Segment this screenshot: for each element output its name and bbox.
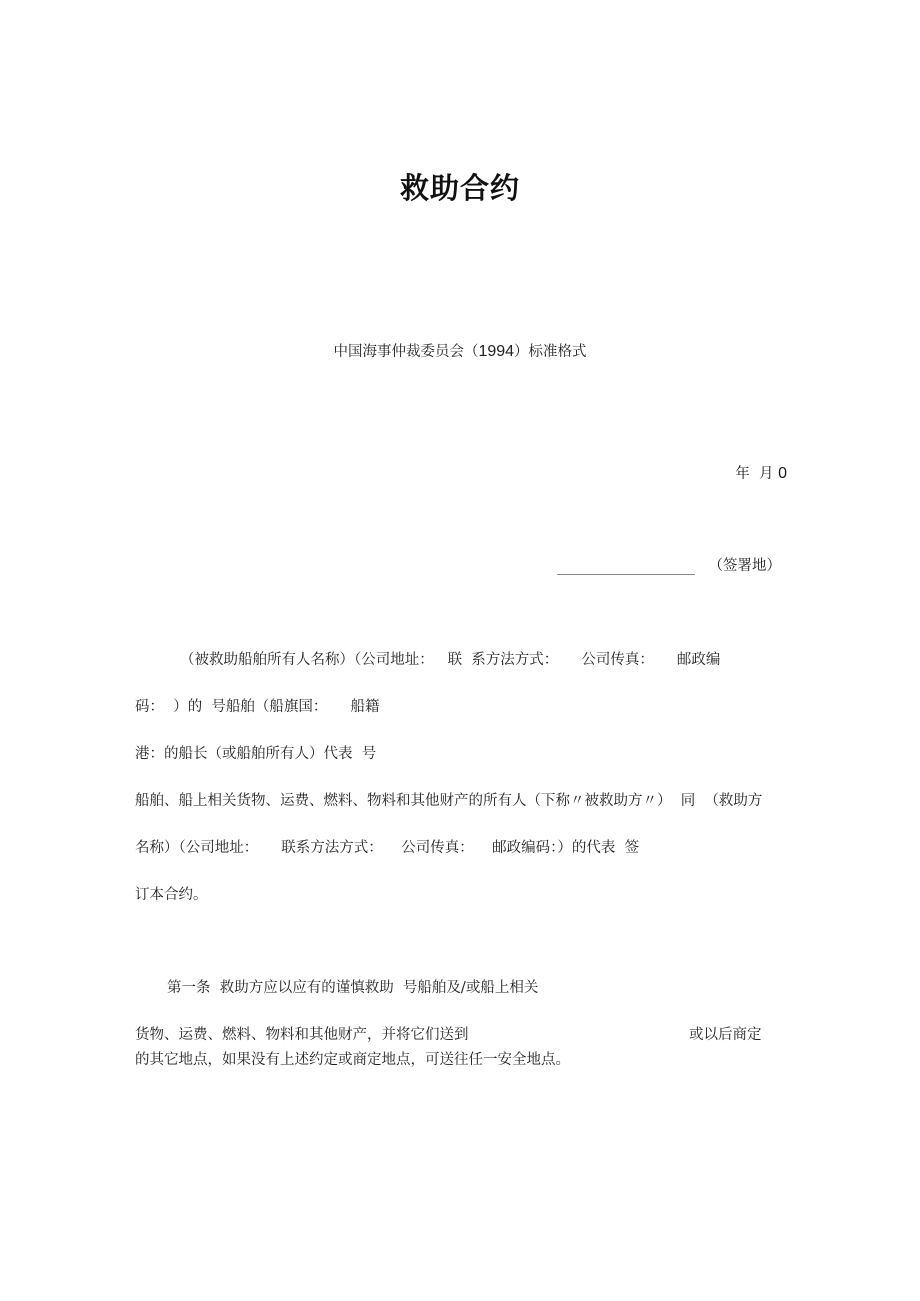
article-1-line: 货物、运费、燃料、物料和其他财产，并将它们送到 (135, 1027, 469, 1043)
paragraph-line: 订本合约。 (135, 887, 208, 903)
signing-place-blank (557, 558, 695, 575)
signing-place-line (557, 554, 782, 575)
document-subtitle (0, 340, 920, 361)
paragraph-line: 船舶、船上相关货物、运费、燃料、物料和其他财产的所有人（下称〃被救助方〃） 同 （救助方 (135, 793, 763, 809)
date-line (735, 462, 787, 483)
subtitle-suffix: ）标准格式 (514, 344, 587, 360)
paragraph-line: 码： ）的 号船舶（船旗国： 船籍 (135, 699, 380, 715)
paragraph-line: （被救助船舶所有人名称）（公司地址： 联 系方法方式： 公司传真： 邮政编 (180, 652, 721, 668)
subtitle-year: 1994 (478, 343, 515, 360)
paragraph-line: 港：的船长（或船舶所有人）代表 号 (135, 746, 377, 762)
article-1-line: 第一条 救助方应以应有的谨慎救助 号船舶及/或船上相关 (167, 980, 539, 996)
article-1-line: 的其它地点，如果没有上述约定或商定地点，可送往任一安全地点。 (135, 1052, 570, 1068)
signing-place-label: （签署地） (708, 558, 781, 574)
subtitle-prefix: 中国海事仲裁委员会（ (333, 344, 479, 360)
date-number: 0 (778, 465, 787, 482)
article-1-line-tail: 或以后商定 (689, 1027, 762, 1043)
paragraph-line: 名称）（公司地址： 联系方法方式： 公司传真： 邮政编码：）的代表 签 (135, 840, 640, 856)
document-title: 救助合约 (399, 171, 520, 205)
date-text: 年 月 (735, 466, 779, 482)
